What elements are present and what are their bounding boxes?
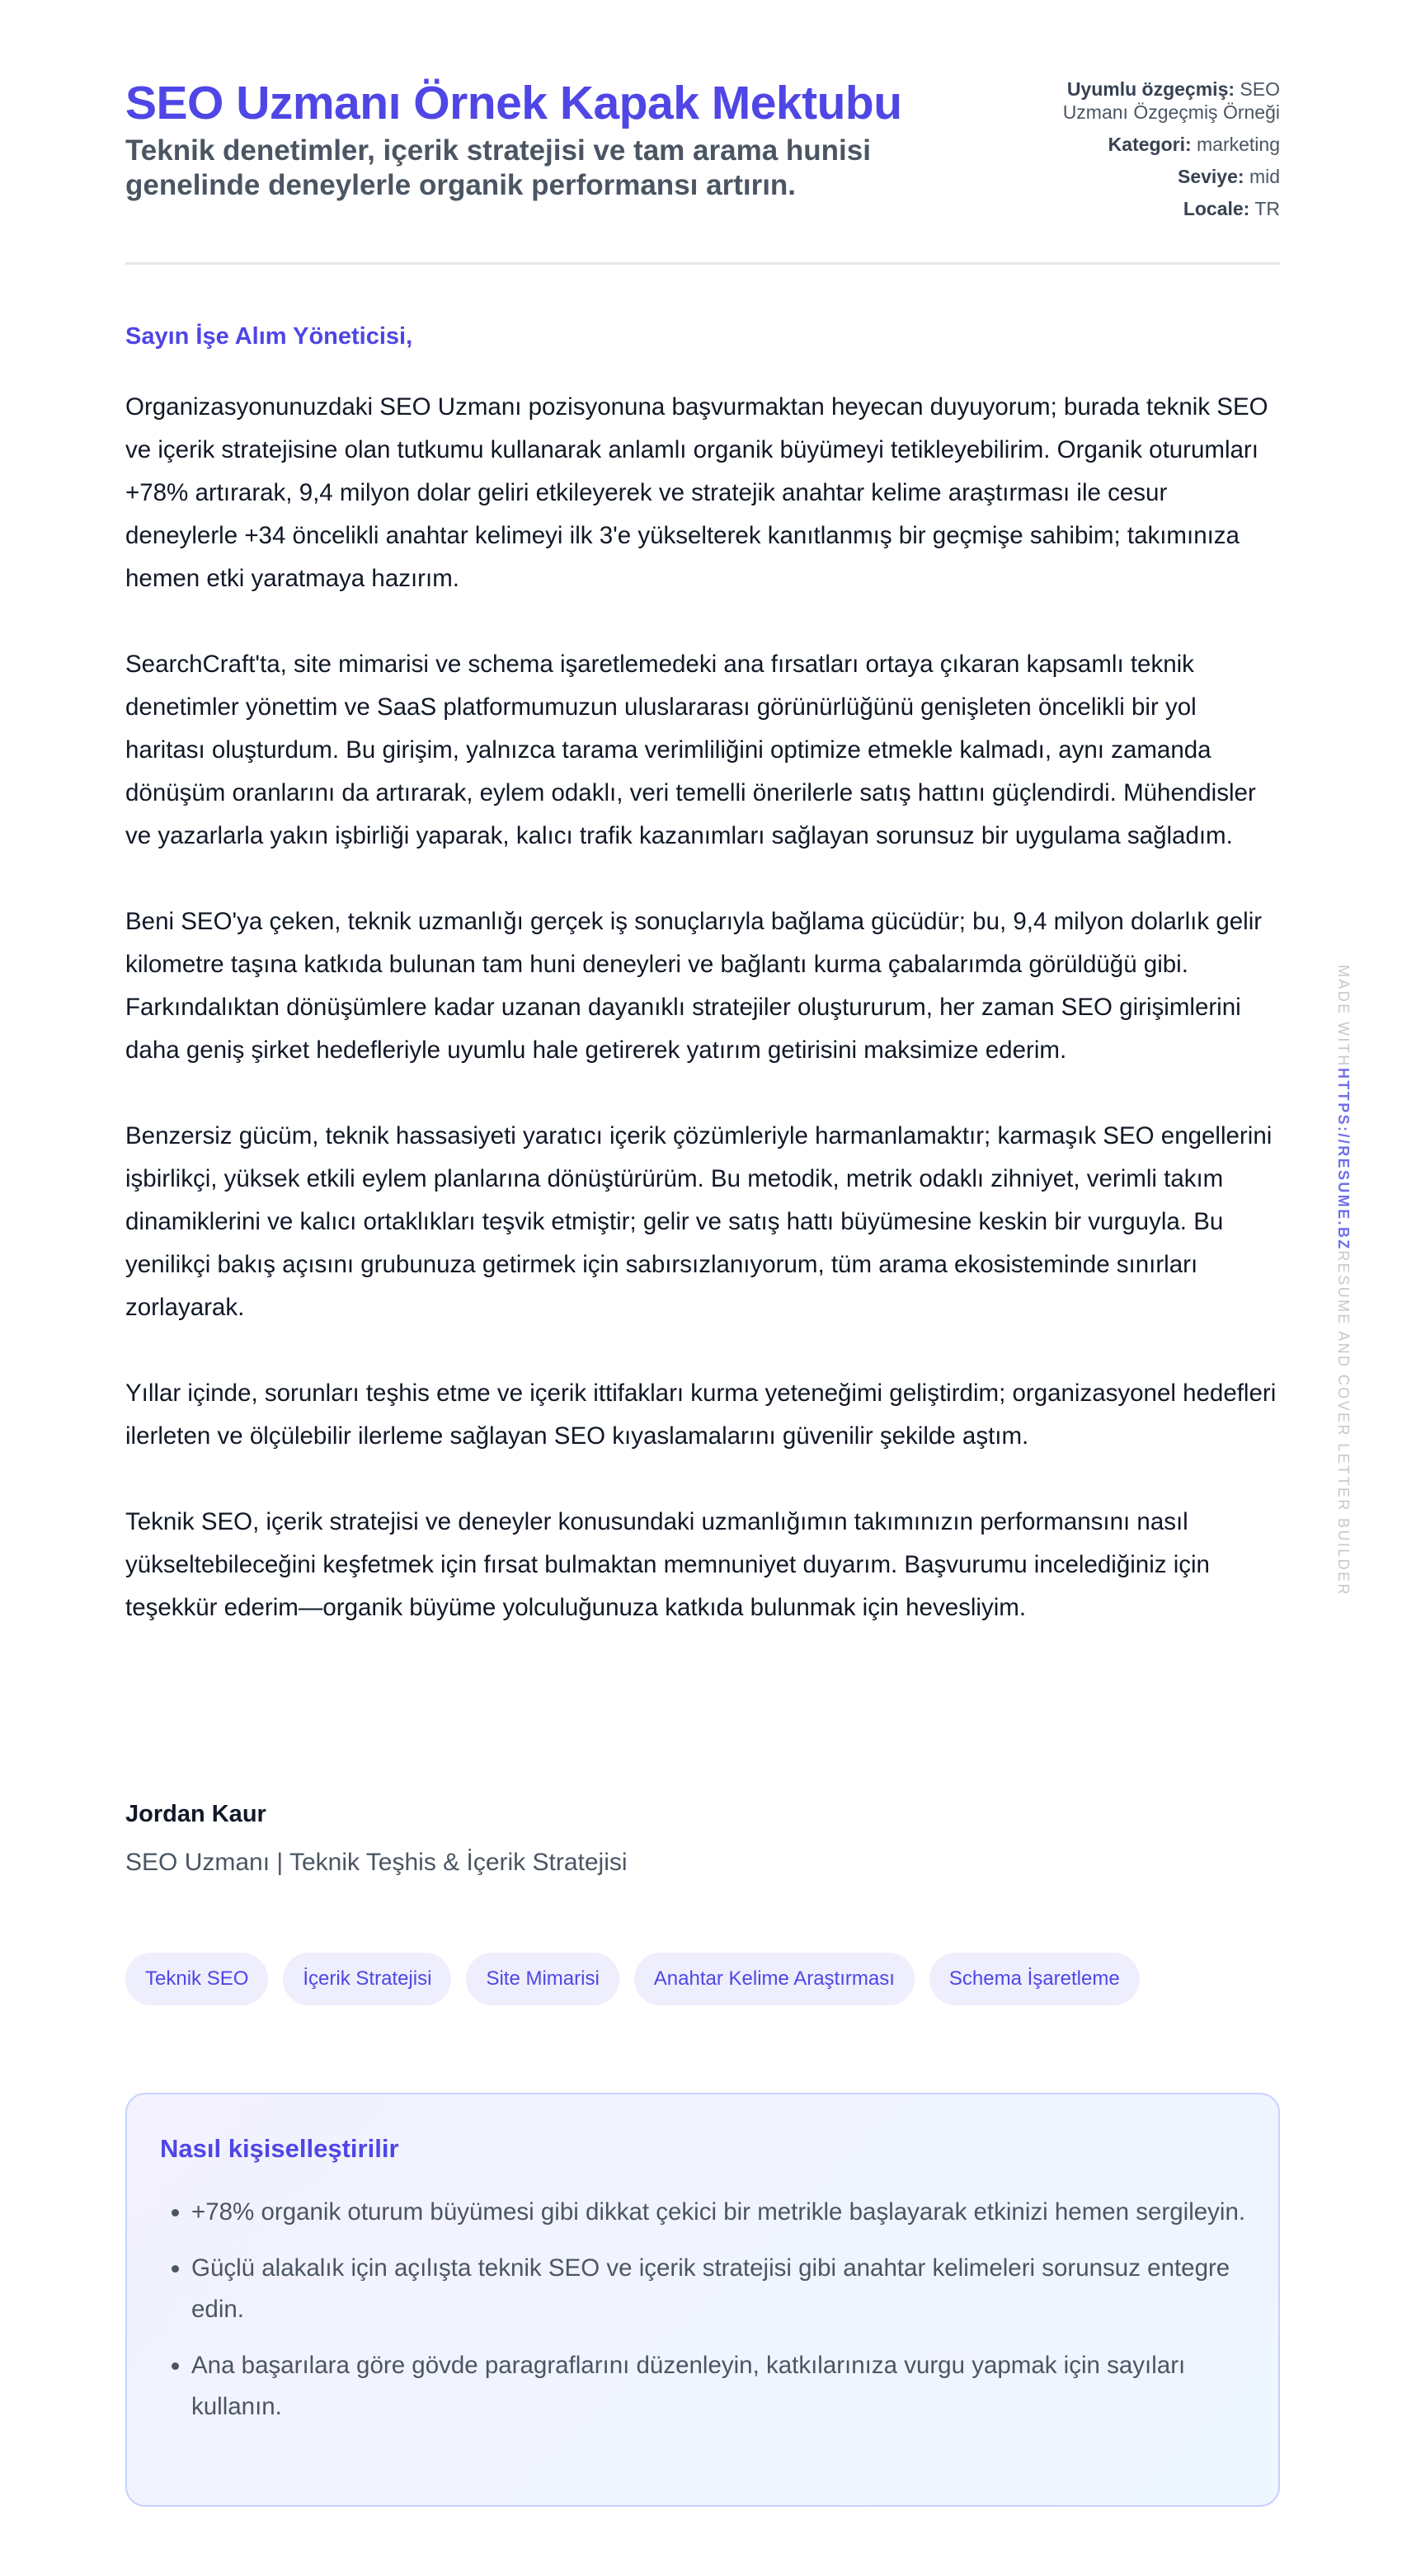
meta-info	[1016, 78, 1280, 229]
signature-title: SEO Uzmanı | Teknik Teşhis & İçerik Stratejisi	[125, 1849, 628, 1876]
header	[125, 0, 1280, 265]
tip-item: • Güçlü alakalık için açılışta teknik SEO ve içerik stratejisi gibi anahtar kelimeleri sorunsuz entegre edin.	[191, 2248, 1263, 2330]
tips-heading: Nasıl kişiselleştirilir	[160, 2134, 399, 2163]
meta-level: Seviye: mid	[1177, 166, 1280, 187]
page-title: SEO Uzmanı Örnek Kapak Mektubu	[125, 77, 902, 129]
personalization-tips	[125, 2093, 1280, 2507]
salutation: Sayın İşe Alım Yöneticisi,	[125, 323, 413, 350]
skill-tag: Site Mimarisi	[466, 1953, 619, 2005]
tips-list	[160, 2192, 1263, 2442]
meta-locale: Locale: TR	[1183, 198, 1280, 219]
watermark-link[interactable]: HTTPS://RESUME.BZ	[1335, 1067, 1352, 1251]
meta-category: Kategori: marketing	[1108, 134, 1280, 155]
paragraph: SearchCraft'ta, site mimarisi ve schema işaretlemedeki ana fırsatları ortaya çıkaran kapsamlı teknik denetimler yönettim ve SaaS platformumuzun uluslararası görünürlüğünü genişleten öncelikli bir yol haritası oluşturdum. Bu girişim, yalnızca tarama verimliliğini optimize etmekle kalmadı, aynı zamanda dönüşüm oranlarını da artırarak, eylem odaklı, veri temelli önerilerle satış hattını güçlendirdi. Mühendisler ve yazarlarla yakın işbirliği yaparak, kalıcı trafik kazanımları sağlayan sorunsuz bir uygulama sağladım.	[125, 651, 1256, 849]
letter-body	[125, 386, 1280, 1672]
tip-item: • +78% organik oturum büyümesi gibi dikkat çekici bir metrikle başlayarak etkinizi hemen sergileyin.	[191, 2192, 1263, 2233]
paragraph: Beni SEO'ya çeken, teknik uzmanlığı gerçek iş sonuçlarıyla bağlama gücüdür; bu, 9,4 milyon dolarlık gelir kilometre taşına katkıda bulunan tam huni deneyleri ve bağlantı kurma çabalarımda görüldüğü gibi. Farkındalıktan dönüşümlere kadar uzanan dayanıklı stratejiler oluştururum, her zaman SEO girişimlerini daha geniş şirket hedefleriyle uyumlu hale getirerek yatırım getirisini maksimize ederim.	[125, 908, 1263, 1064]
page-subtitle: Teknik denetimler, içerik stratejisi ve tam arama hunisi genelinde deneylerle organik performansı artırın.	[125, 134, 871, 201]
skill-tag: Schema İşaretleme	[929, 1953, 1140, 2005]
paragraph: Teknik SEO, içerik stratejisi ve deneyler konusundaki uzmanlığımın takımınızın performansını nasıl yükseltebileceğini keşfetmek için fırsat bulmaktan memnuniyet duyarım. Başvurumu incelediğiniz için teşekkür ederim—organik büyüme yolculuğunuza katkıda bulunmak için hevesliyim.	[125, 1508, 1210, 1621]
meta-compatible-resume: Uyumlu özgeçmiş: SEO Uzmanı Özgeçmiş Örneği	[1062, 78, 1280, 123]
skill-tag: Anahtar Kelime Araştırması	[634, 1953, 915, 2005]
skill-tag: İçerik Stratejisi	[283, 1953, 451, 2005]
cover-letter-page	[125, 0, 1280, 2420]
watermark: MADE WITHHTTPS://RESUME.BZRESUME AND COVER LETTER BUILDER	[1335, 965, 1352, 1596]
paragraph: Yıllar içinde, sorunları teşhis etme ve içerik ittifakları kurma yeteneğimi geliştirdim; organizasyonel hedefleri ilerleten ve ölçülebilir ilerleme sağlayan SEO kıyaslamalarını güvenilir şekilde aştım.	[125, 1380, 1277, 1450]
tip-item: • Ana başarılara göre gövde paragraflarını düzenleyin, katkılarınıza vurgu yapmak için sayıları kullanın.	[191, 2345, 1263, 2428]
skill-tag: Teknik SEO	[125, 1953, 268, 2005]
skill-tags	[125, 1953, 1140, 2005]
signature-name: Jordan Kaur	[125, 1801, 266, 1827]
paragraph: Organizasyonunuzdaki SEO Uzmanı pozisyonuna başvurmaktan heyecan duyuyorum; burada teknik SEO ve içerik stratejisine olan tutkumu kullanarak anlamlı organik büyümeyi tetikleyebilirim. Organik oturumları +78% artırarak, 9,4 milyon dolar geliri etkileyerek ve stratejik anahtar kelime araştırması ile cesur deneylerle +34 öncelikli anahtar kelimeyi ilk 3'e yükselterek kanıtlanmış bir geçmişe sahibim; takımınıza hemen etki yaratmaya hazırım.	[125, 393, 1268, 592]
paragraph: Benzersiz gücüm, teknik hassasiyeti yaratıcı içerik çözümleriyle harmanlamaktır; karmaşık SEO engellerini işbirlikçi, yüksek etkili eylem planlarına dönüştürürüm. Bu metodik, metrik odaklı zihniyet, verimli takım dinamiklerini ve kalıcı ortaklıkları teşvik etmiştir; gelir ve satış hattı büyümesine keskin bir vurguyla. Bu yenilikçi bakış açısını grubunuza getirmek için sabırsızlanıyorum, tüm arama ekosisteminde sınırları zorlayarak.	[125, 1122, 1273, 1321]
